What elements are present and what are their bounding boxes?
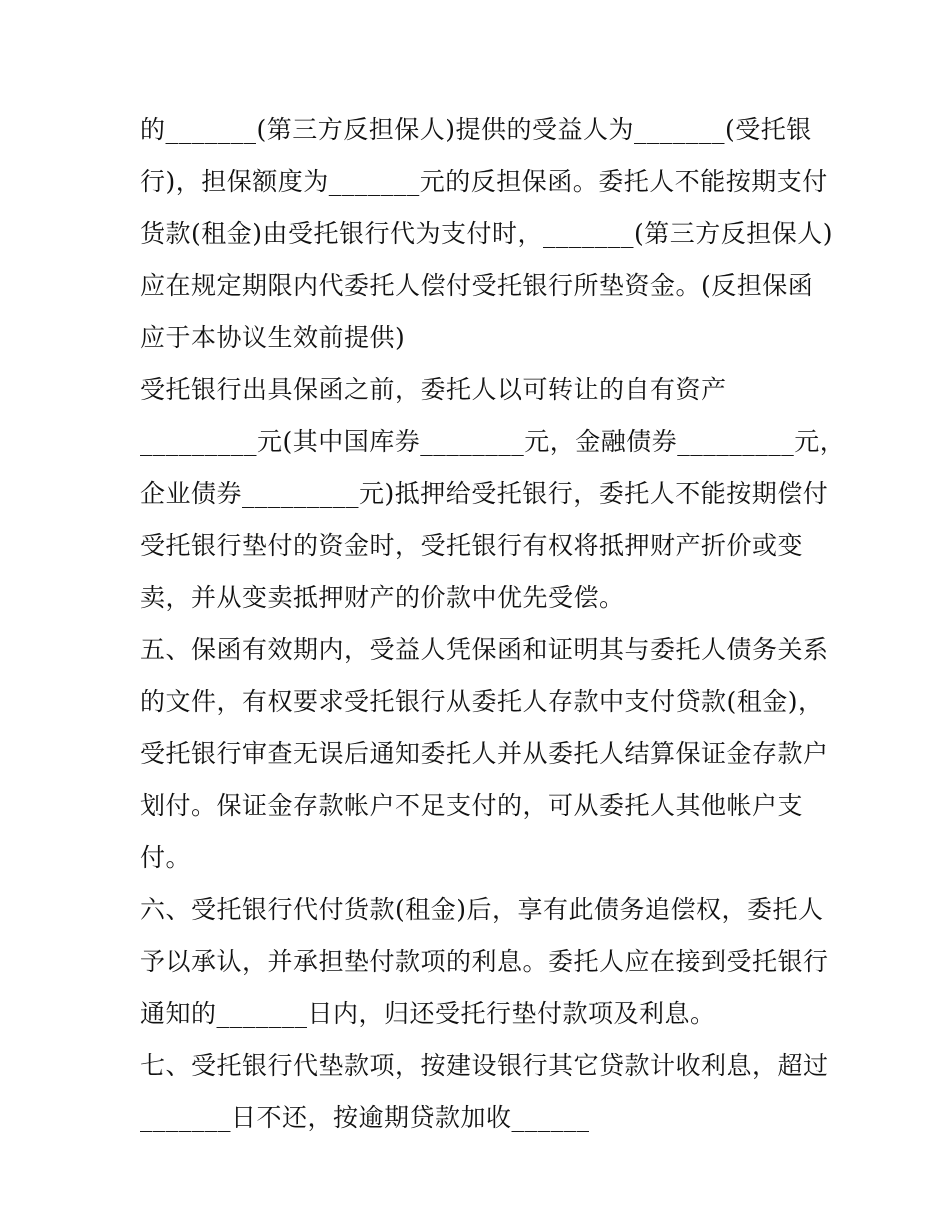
text-line: 的文件，有权要求受托银行从委托人存款中支付贷款(租金)， bbox=[140, 687, 824, 716]
text-line: 划付。保证金存款帐户不足支付的，可从委托人其他帐户支 bbox=[140, 791, 804, 820]
text-line: 予以承认，并承担垫付款项的利息。委托人应在接到受托银行 bbox=[140, 947, 829, 976]
section-six-line: 六、受托银行代付货款(租金)后，享有此债务追偿权，委托人 bbox=[140, 895, 824, 924]
document-body bbox=[140, 104, 846, 1144]
text-line: _________元(其中国库券________元，金融债券_________元， bbox=[140, 427, 846, 456]
text-line: 行)，担保额度为_______元的反担保函。委托人不能按期支付 bbox=[140, 167, 828, 196]
text-line: 应在规定期限内代委托人偿付受托银行所垫资金。(反担保函 bbox=[140, 271, 814, 300]
text-line: 应于本协议生效前提供) bbox=[140, 323, 406, 352]
text-line: 货款(租金)由受托银行代为支付时，_______(第三方反担保人) bbox=[140, 219, 834, 248]
text-line: 通知的_______日内，归还受托行垫付款项及利息。 bbox=[140, 999, 716, 1028]
text-line: 受托银行出具保函之前，委托人以可转让的自有资产 bbox=[140, 375, 727, 404]
text-line: 的_______(第三方反担保人)提供的受益人为_______(受托银 bbox=[140, 115, 812, 144]
text-line: 卖，并从变卖抵押财产的价款中优先受偿。 bbox=[140, 583, 625, 612]
text-line: 企业债券_________元)抵押给受托银行，委托人不能按期偿付 bbox=[140, 479, 829, 508]
text-line: 付。 bbox=[140, 843, 192, 872]
section-seven-line: 七、受托银行代垫款项，按建设银行其它贷款计收利息，超过 bbox=[140, 1051, 829, 1080]
text-line: 受托银行审查无误后通知委托人并从委托人结算保证金存款户 bbox=[140, 739, 829, 768]
section-five-line: 五、保函有效期内，受益人凭保函和证明其与委托人债务关系 bbox=[140, 635, 829, 664]
text-line: 受托银行垫付的资金时，受托银行有权将抵押财产折价或变 bbox=[140, 531, 804, 560]
text-line: _______日不还，按逾期贷款加收______ bbox=[140, 1103, 590, 1132]
